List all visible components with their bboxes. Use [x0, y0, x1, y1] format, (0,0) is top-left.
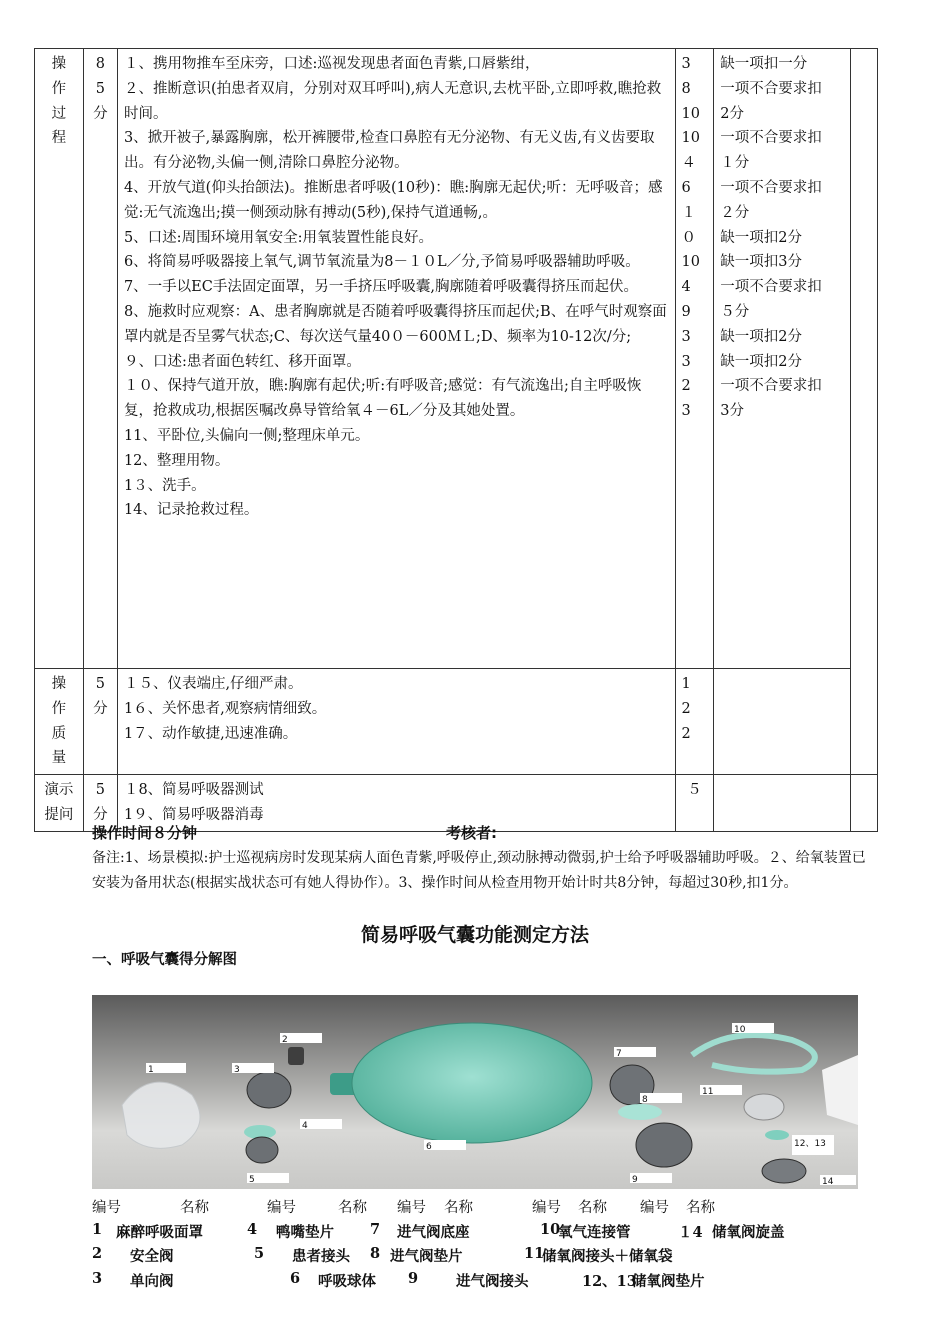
table-row-process [35, 49, 878, 669]
section-points: 8 5 分 [83, 49, 117, 669]
section-label: 操 作 质 量 [35, 669, 84, 775]
inlet-valve-gasket-shape [618, 1104, 662, 1120]
photo-label: 7 [616, 1049, 622, 1059]
resuscitator-exploded-photo [92, 995, 858, 1189]
photo-label: 14 [822, 1177, 834, 1187]
step-text: ２、推断意识(拍患者双肩，分别对双耳呼叫),病人无意识,去枕平卧,立即呼救,瞧抢救时间。 [123, 80, 662, 122]
photo-label: 6 [426, 1142, 432, 1152]
deductions-cell [714, 669, 851, 775]
photo-label: 3 [234, 1065, 240, 1075]
reservoir-gasket-shape [765, 1130, 789, 1140]
steps-cell: １５、仪表端庄,仔细严肃。 1６、关怀患者,观察病情细致。 1７、动作敏捷,迅速准确。 [117, 669, 675, 775]
step-text: 6、将简易呼吸器接上氧气,调节氧流量为8－１０L／分,予简易呼吸器辅助呼吸。 [123, 254, 640, 271]
section-title: 简易呼吸气囊功能测定方法 [360, 924, 589, 946]
bag-body-shape [352, 1023, 592, 1143]
mask-shape [122, 1082, 200, 1148]
photo-label: 8 [642, 1095, 648, 1105]
photo-label: 1 [148, 1065, 154, 1075]
table-row-quality [35, 669, 878, 775]
step-text: 1３、洗手。 [123, 477, 206, 494]
step-text: 4、开放气道(仰头抬颌法)。推断患者呼吸(10秒)：瞧:胸廓无起伏;听：无呼吸音；感觉:无气流逸出;摸一侧颈动脉有搏动(5秒),保持气道通畅,。 [123, 179, 663, 221]
one-way-valve-shape [247, 1072, 291, 1108]
step-text: ９、口述:患者面色转红、移开面罩。 [123, 353, 361, 370]
inlet-valve-connector-shape [636, 1123, 692, 1167]
empty-cell [851, 49, 878, 775]
step-text: １０、保持气道开放，瞧:胸廓有起伏;听:有呼吸音;感觉：有气流逸出;自主呼吸恢复，抢救成功,根据医嘱改鼻导管给氧４－6L／分及其她处置。 [123, 378, 642, 420]
step-text: 8、施救时应观察：A、患者胸廓就是否随着呼吸囊得挤压而起伏;B、在呼气时观察面罩内就是否呈雾气状态;C、每次送气量40０－600ＭＬ;D、频率为10-12次/分; [123, 303, 667, 345]
patient-connector-shape [246, 1137, 278, 1163]
photo-label: 4 [302, 1121, 308, 1131]
deductions-cell: 缺一项扣一分 一项不合要求扣 2分 一项不合要求扣 １分 一项不合要求扣 ２分 缺一项扣2分 缺一项扣3分 一项不合要求扣 ５分 缺一项扣2分 缺一项扣2分 一项不合要求扣 3分 [714, 49, 851, 669]
deductions-cell [714, 775, 851, 832]
reservoir-cap-shape [762, 1159, 806, 1183]
photo-label: 2 [282, 1035, 288, 1045]
scoring-table [34, 48, 878, 832]
step-text: 7、一手以EC手法固定面罩，另一手挤压呼吸囊,胸廓随着呼吸囊得挤压而起伏。 [123, 279, 638, 296]
operation-time: 操作时间８分钟 [92, 824, 198, 842]
photo-label: 11 [702, 1087, 714, 1097]
photo-label: 9 [632, 1175, 638, 1185]
steps-cell [117, 49, 675, 669]
step-text: 5、口述:周围环境用氧安全:用氧装置性能良好。 [123, 229, 433, 246]
step-text: 3、掀开被子,暴露胸廓，松开裤腰带,检查口鼻腔有无分泌物、有无义齿,有义齿要取出。有分泌物,头偏一侧,清除口鼻腔分泌物。 [123, 130, 655, 172]
remarks: 备注:1、场景模拟:护士巡视病房时发现某病人面色青紫,呼吸停止,颈动脉搏动微弱,护士给予呼吸器辅助呼吸。２、给氧装置已安装为备用状态(根据实战状态可有她人得协作）。3、操作时间从检查用物开始计时共8分钟，每超过30秒,扣1分。 [92, 850, 866, 891]
photo-label: 10 [734, 1025, 746, 1035]
section-points: 5 分 [83, 775, 117, 832]
reservoir-connector-shape [744, 1094, 784, 1120]
photo-label: 12、13 [794, 1139, 826, 1149]
section-label: 演示 提问 [35, 775, 84, 832]
safety-valve-shape [288, 1047, 304, 1065]
photo-label: 5 [249, 1175, 255, 1185]
steps-cell: １8、简易呼吸器测试 1９、简易呼吸器消毒 [117, 775, 675, 832]
examiner-label: 考核者: [446, 824, 497, 842]
section-points: 5 分 [83, 669, 117, 775]
subsection-title: 一、呼吸气囊得分解图 [92, 952, 237, 968]
scores-cell: 3 8 10 10 ４ 6 １０ 10 4 9 3 3 2 3 [675, 49, 714, 669]
photo-illustration [92, 995, 858, 1189]
scores-cell: ５ [675, 775, 714, 832]
step-text: 14、记录抢救过程。 [123, 502, 259, 519]
step-text: １、携用物推车至床旁，口述:巡视发现患者面色青紫,口唇紫绀， [123, 56, 540, 72]
scores-cell: 1 2 2 [675, 669, 714, 775]
section-label: 操 作 过 程 [35, 49, 84, 669]
empty-cell [851, 775, 878, 832]
step-text: 11、平卧位,头偏向一侧;整理床单元。 [123, 427, 370, 444]
step-text: 12、整理用物。 [123, 452, 230, 469]
